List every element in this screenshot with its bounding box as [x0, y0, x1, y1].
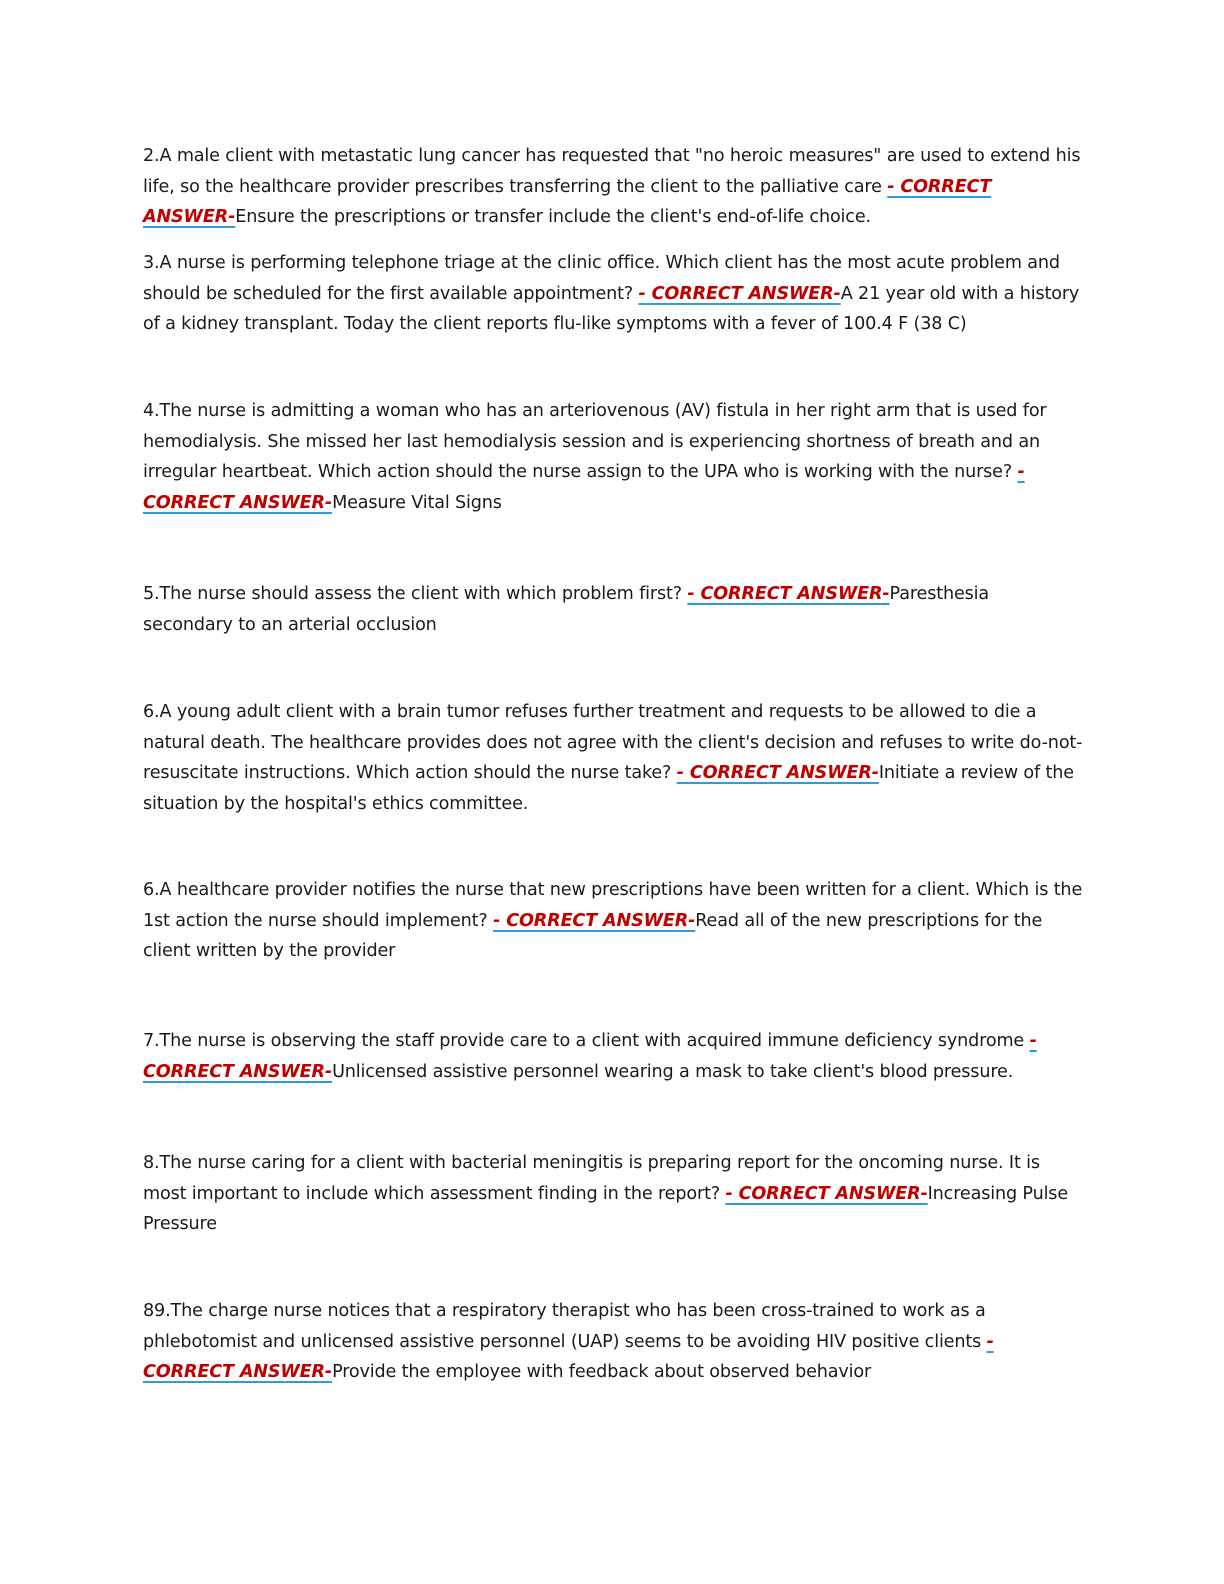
question-text: 8.The nurse caring for a client with bacterial meningitis is preparing report for the oncoming nurse. It is most important to include which assessment finding in the report?: [143, 1153, 1040, 1204]
question-text: 2.A male client with metastatic lung cancer has requested that "no heroic measures" are used to extend his life, so the healthcare provider prescribes transferring the client to the palliative care: [143, 146, 1081, 197]
answer-text: Provide the employee with feedback about observed behavior: [332, 1362, 872, 1382]
question-text: 4.The nurse is admitting a woman who has an arteriovenous (AV) fistula in her right arm that is used for hemodialysis. She missed her last hemodialysis session and is experiencing shortness of breath and an irregular heartbeat. Which action should the nurse assign to the UPA who is working with the nurse?: [143, 401, 1047, 482]
answer-text: Initiate a review of the situation by the hospital's ethics committee.: [143, 763, 1074, 814]
correct-answer-marker: - CORRECT ANSWER-: [143, 462, 1025, 513]
qa-item-8: [143, 1148, 1083, 1240]
answer-text: A 21 year old with a history of a kidney transplant. Today the client reports flu-like symptoms with a fever of 100.4 F (38 C): [143, 283, 1080, 334]
qa-item-89: [143, 1296, 1083, 1388]
correct-answer-marker: - CORRECT ANSWER-: [676, 763, 879, 783]
question-text: 6.A young adult client with a brain tumor refuses further treatment and requests to be allowed to die a natural death. The healthcare provides does not agree with the client's decision and refuses to write do-not-resuscitate instructions. Which action should the nurse take?: [143, 702, 1083, 783]
qa-item-3: [143, 248, 1083, 340]
correct-answer-marker: - CORRECT ANSWER-: [493, 910, 696, 931]
qa-item-7: [143, 1026, 1083, 1087]
answer-text: Ensure the prescriptions or transfer include the client's end-of-life choice.: [235, 207, 871, 227]
answer-text: Read all of the new prescriptions for the client written by the provider: [143, 910, 1043, 961]
qa-item-5: [143, 579, 1083, 640]
question-text: 89.The charge nurse notices that a respiratory therapist who has been cross-trained to work as a phlebotomist and unlicensed assistive personnel (UAP) seems to be avoiding HIV positive clients: [143, 1301, 987, 1352]
correct-answer-marker: - CORRECT ANSWER-: [143, 176, 992, 227]
qa-item-6b: [143, 875, 1083, 967]
answer-text: Unlicensed assistive personnel wearing a mask to take client's blood pressure.: [332, 1061, 1014, 1082]
answer-text: Paresthesia secondary to an arterial occlusion: [143, 584, 990, 635]
correct-answer-marker: - CORRECT ANSWER-: [638, 283, 841, 304]
question-text: 3.A nurse is performing telephone triage at the clinic office. Which client has the most acute problem and should be scheduled for the first available appointment?: [143, 253, 1060, 304]
correct-answer-marker: - CORRECT ANSWER-: [725, 1183, 928, 1204]
correct-answer-marker: - CORRECT ANSWER-: [687, 584, 890, 604]
answer-text: Measure Vital Signs: [332, 492, 502, 513]
qa-item-6a: [143, 697, 1083, 819]
question-text: 7.The nurse is observing the staff provide care to a client with acquired immune deficiency syndrome: [143, 1031, 1030, 1051]
qa-item-2: [143, 141, 1083, 233]
question-text: 6.A healthcare provider notifies the nurse that new prescriptions have been written for a client. Which is the 1st action the nurse should implement?: [143, 880, 1083, 931]
qa-item-4: [143, 396, 1083, 518]
correct-answer-marker: - CORRECT ANSWER-: [143, 1031, 1037, 1082]
question-text: 5.The nurse should assess the client with which problem first?: [143, 584, 688, 604]
correct-answer-marker: - CORRECT ANSWER-: [143, 1331, 994, 1382]
answer-text: Increasing Pulse Pressure: [143, 1183, 1069, 1234]
